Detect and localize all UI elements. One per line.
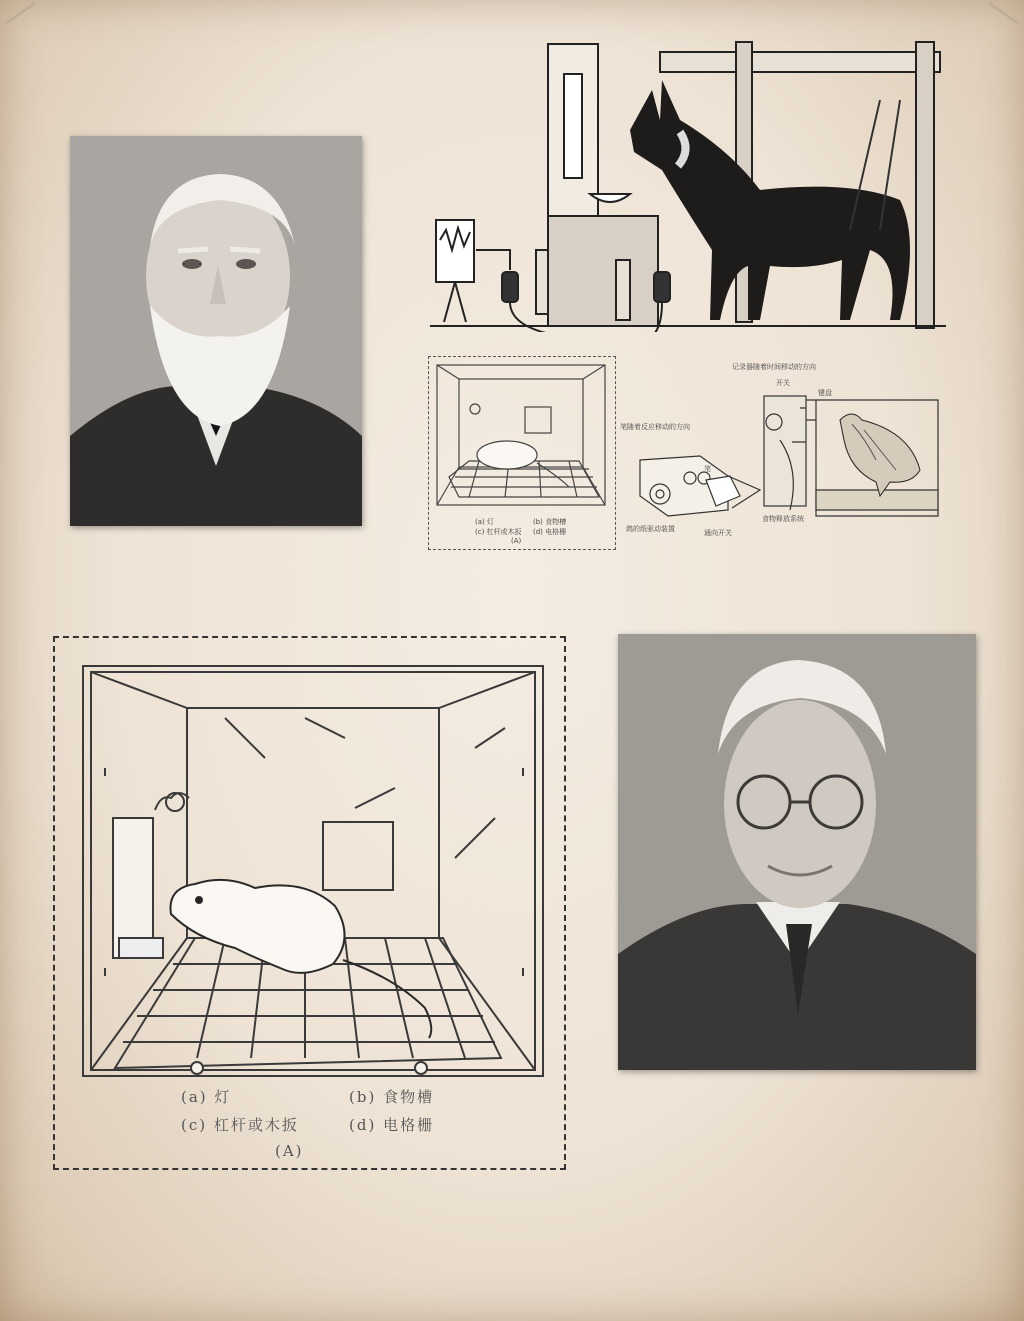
label-key: 键盘: [818, 389, 832, 397]
label-pen: 笔: [704, 465, 711, 473]
small-label-d: (d) 电格栅: [533, 528, 567, 536]
label-pen-direction: 笔随着反应移动的方向: [620, 423, 690, 431]
small-label-c: (c) 杠杆或木扳: [475, 528, 522, 536]
skinner-box-large-illustration: [53, 636, 566, 1170]
label-switch: 开关: [776, 379, 790, 387]
portrait-photo-man-with-glasses: [618, 634, 976, 1070]
label-drive: 鸽的纸驱动装置: [626, 525, 675, 533]
skinner-box-small-illustration: [428, 356, 616, 550]
corner-fold-right: [988, 2, 1019, 25]
large-caption: (A): [275, 1142, 304, 1160]
small-label-a: (a) 灯: [475, 518, 494, 526]
label-pass-switch: 通向开关: [704, 529, 732, 537]
large-label-d: (d) 电格栅: [349, 1116, 435, 1134]
large-label-c: (c) 杠杆或木扳: [181, 1116, 299, 1134]
dog-conditioning-apparatus-illustration: [430, 40, 946, 332]
label-recorder: 记录器随着时间移动的方向: [732, 363, 816, 371]
small-label-b: (b) 食物槽: [533, 518, 567, 526]
large-label-a: (a) 灯: [181, 1088, 232, 1106]
portrait-photo-bearded-man: [70, 136, 362, 526]
label-food-system: 食物释放系统: [762, 515, 804, 523]
pigeon-recorder-apparatus-illustration: [620, 360, 948, 550]
small-caption: (A): [511, 537, 522, 545]
large-label-b: (b) 食物槽: [349, 1088, 435, 1106]
corner-fold-left: [4, 2, 35, 25]
